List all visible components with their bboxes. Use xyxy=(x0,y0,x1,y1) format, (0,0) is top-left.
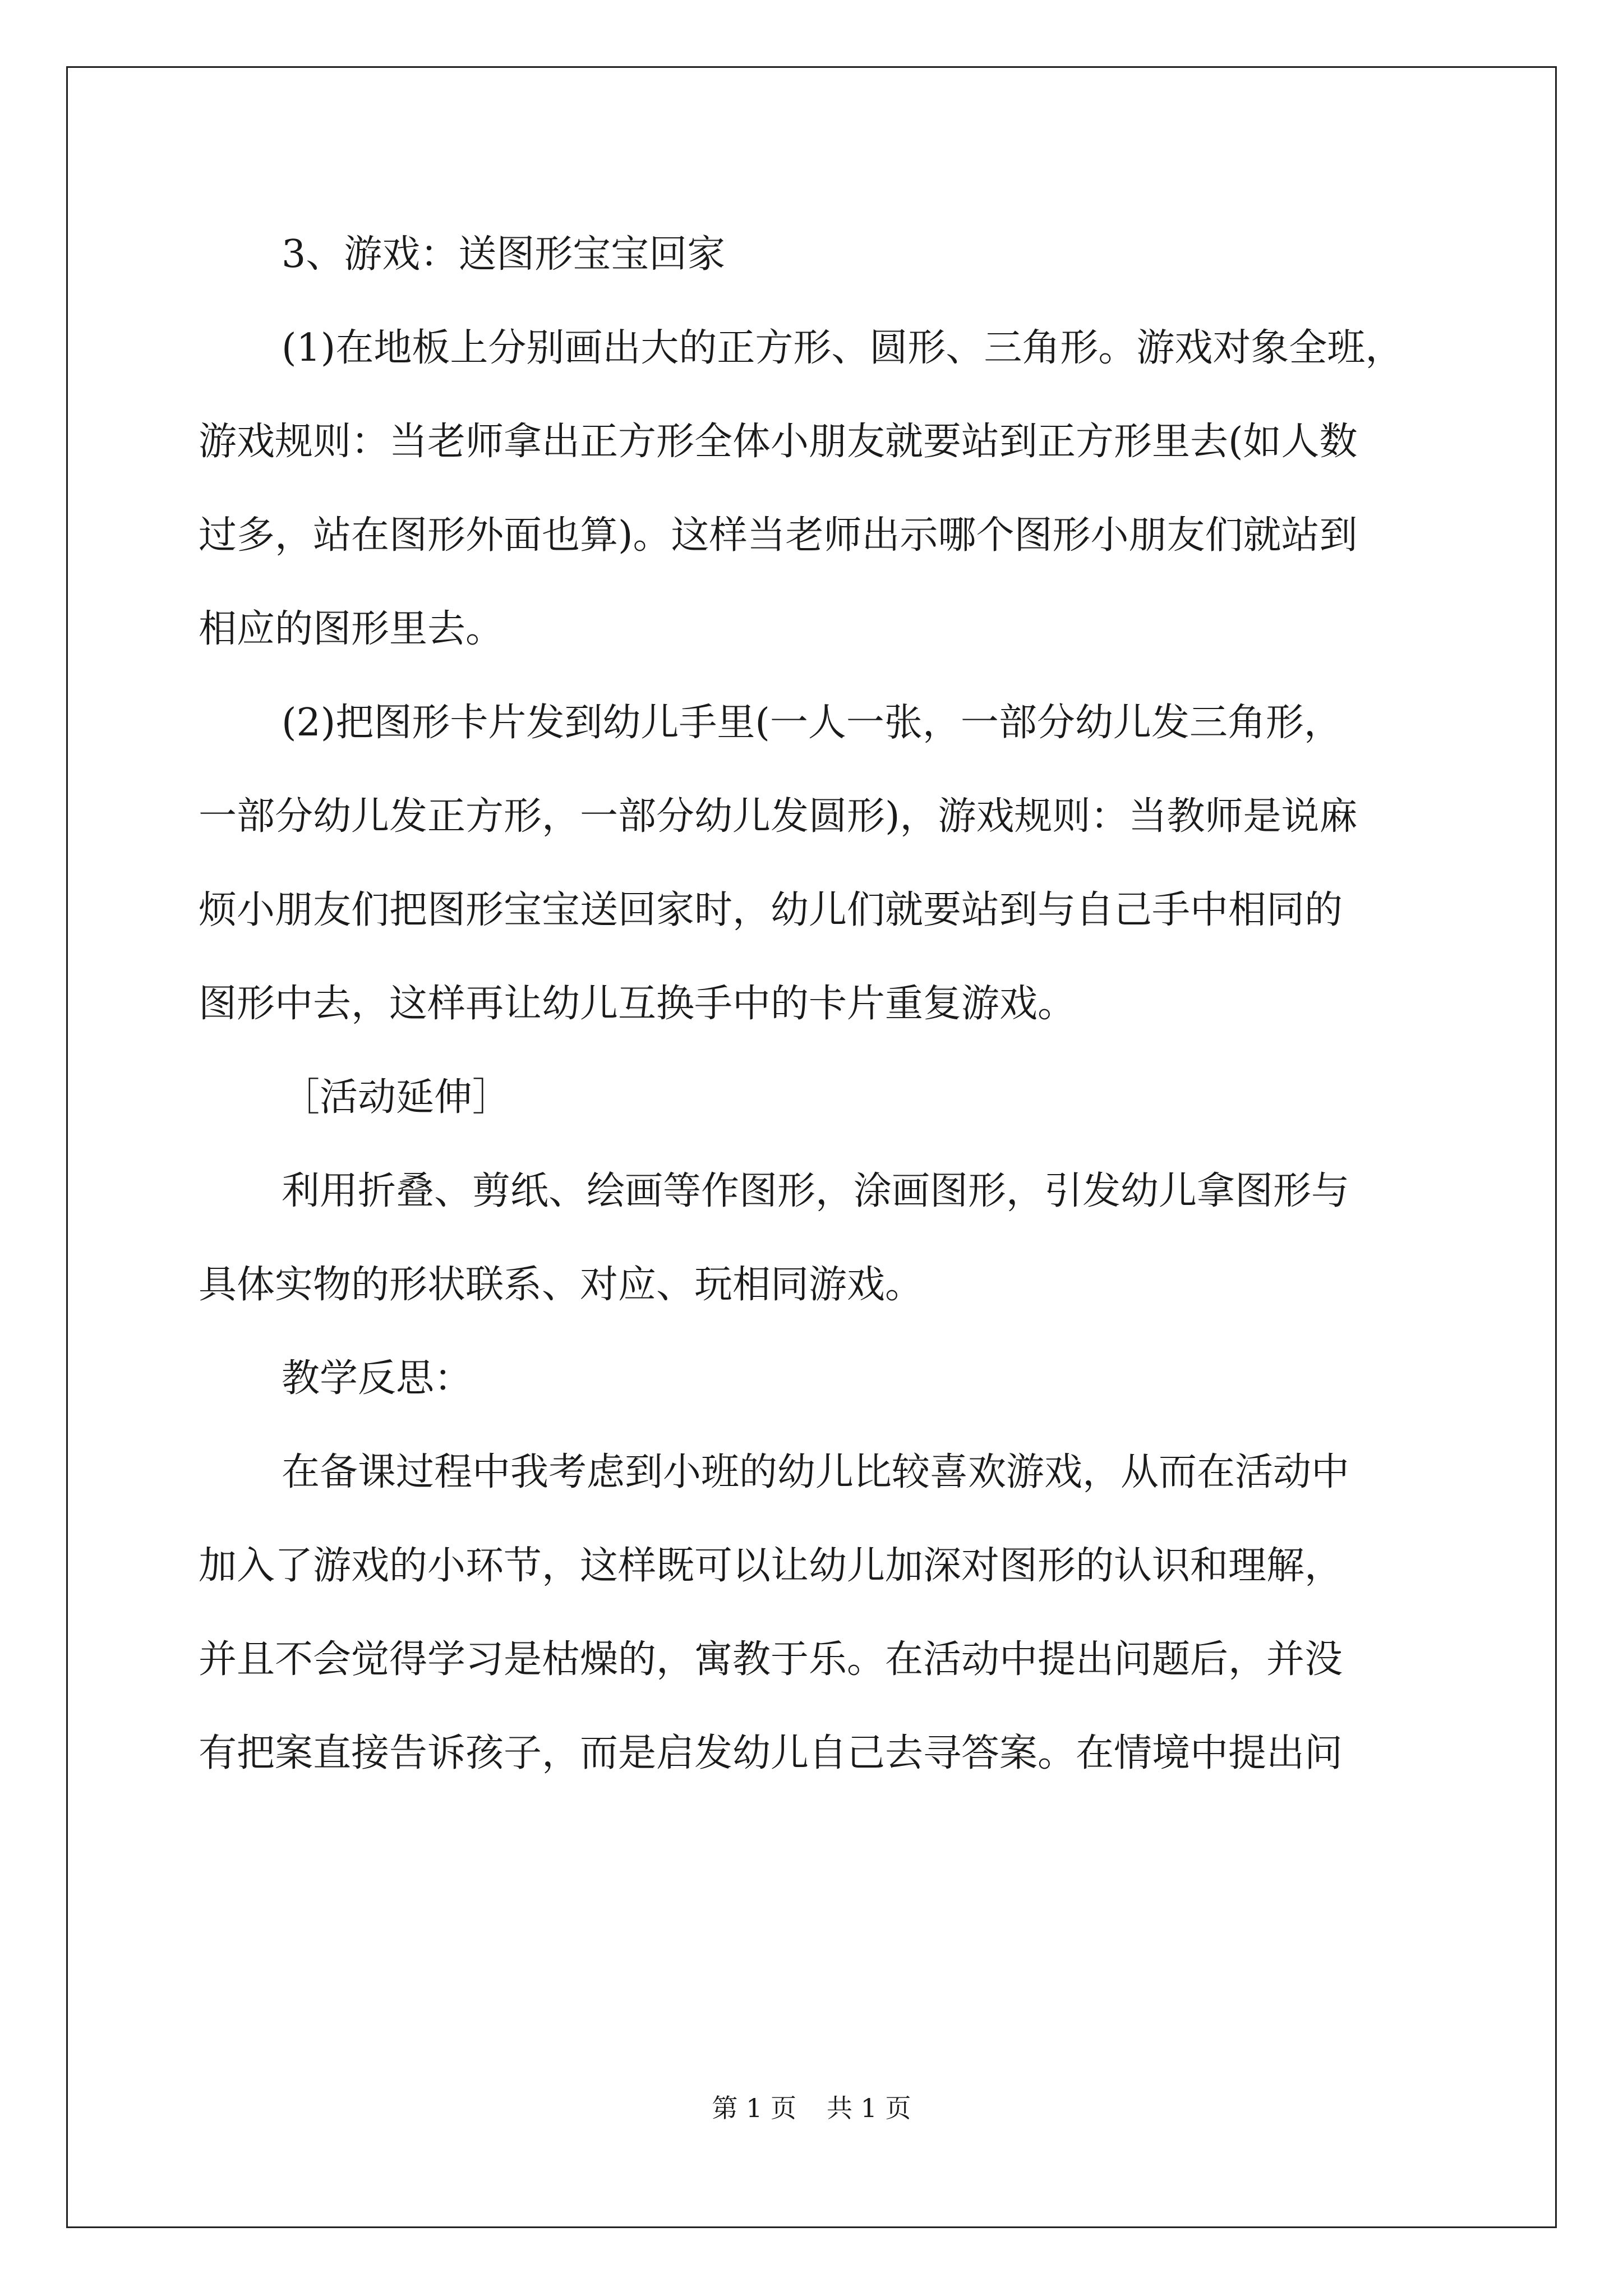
text-line: 图形中去，这样再让幼儿互换手中的卡片重复游戏。 xyxy=(199,982,1076,1026)
paragraph-game-step-1 xyxy=(199,301,1488,676)
text-line: (2)把图形卡片发到幼儿手里(一人一张，一部分幼儿发三角形， xyxy=(282,701,1342,745)
page-footer xyxy=(0,2091,1623,2125)
text-line: 一部分幼儿发正方形，一部分幼儿发圆形)，游戏规则：当教师是说麻 xyxy=(199,794,1358,839)
text-line: 利用折叠、剪纸、绘画等作图形，涂画图形，引发幼儿拿图形与 xyxy=(282,1169,1350,1213)
paragraph-extension xyxy=(199,1144,1488,1332)
text-line: 教学反思： xyxy=(282,1356,473,1401)
text-line: 有把案直接告诉孩子，而是启发幼儿自己去寻答案。在情境中提出问 xyxy=(199,1731,1343,1775)
paragraph-reflection xyxy=(199,1425,1488,1800)
document-body xyxy=(199,208,1488,1800)
text-line: 游戏规则：当老师拿出正方形全体小朋友就要站到正方形里去(如人数 xyxy=(199,420,1358,464)
text-line: 具体实物的形状联系、对应、玩相同游戏。 xyxy=(199,1263,924,1307)
section-heading-reflection xyxy=(199,1332,1488,1425)
text-line: 在备课过程中我考虑到小班的幼儿比较喜欢游戏，从而在活动中 xyxy=(282,1450,1350,1494)
page-total: 共 1 页 xyxy=(827,2093,911,2123)
text-line: 烦小朋友们把图形宝宝送回家时，幼儿们就要站到与自己手中相同的 xyxy=(199,888,1343,932)
text-line: 过多，站在图形外面也算)。这样当老师出示哪个图形小朋友们就站到 xyxy=(199,513,1358,558)
text-line: 加入了游戏的小环节，这样既可以让幼儿加深对图形的认识和理解， xyxy=(199,1544,1343,1588)
text-line: (1)在地板上分别画出大的正方形、圆形、三角形。游戏对象全班， xyxy=(282,326,1404,370)
section-heading-extension xyxy=(199,1051,1488,1144)
text-line: ［活动延伸］ xyxy=(282,1075,511,1120)
paragraph-game-title xyxy=(199,208,1488,301)
text-line: 相应的图形里去。 xyxy=(199,607,504,651)
text-line: 并且不会觉得学习是枯燥的，寓教于乐。在活动中提出问题后，并没 xyxy=(199,1637,1343,1682)
paragraph-game-step-2 xyxy=(199,676,1488,1051)
text-line: 3、游戏：送图形宝宝回家 xyxy=(282,232,726,277)
page-number: 第 1 页 xyxy=(712,2093,796,2123)
